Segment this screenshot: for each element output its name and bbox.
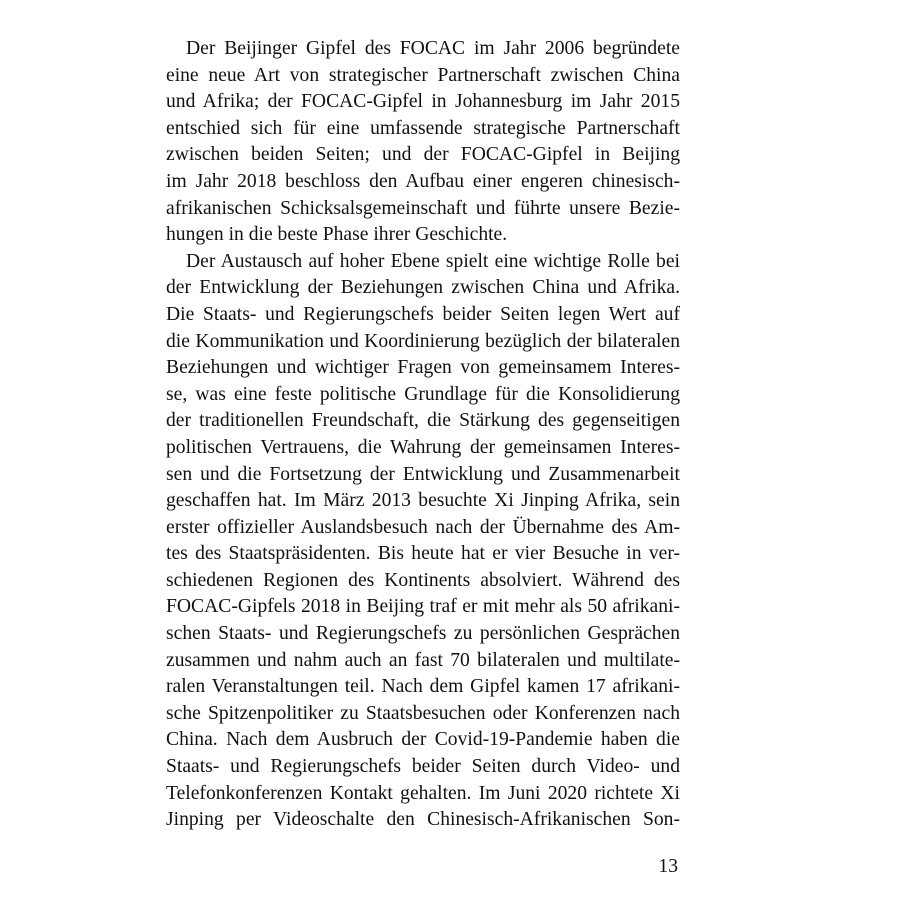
text-line: erster offizieller Auslandsbesuch nach der Übernahme des Am-	[166, 516, 680, 538]
text-line: Beziehungen und wichtiger Fragen von gemeinsamem Interes-	[166, 357, 680, 379]
text-line: die Kommunikation und Koordinierung bezüglich der bilateralen	[166, 330, 680, 352]
text-line: entschied sich für eine umfassende strategische Partnerschaft	[166, 117, 680, 139]
text-line: Die Staats- und Regierungschefs beider Seiten legen Wert auf	[166, 303, 680, 325]
text-line: zusammen und nahm auch an fast 70 bilateralen und multilate-	[166, 649, 680, 671]
text-line: politischen Vertrauens, die Wahrung der gemeinsamen Interes-	[166, 436, 680, 458]
paragraph-1	[166, 36, 680, 249]
text-line: der traditionellen Freundschaft, die Stärkung des gegenseitigen	[166, 410, 680, 432]
text-line: geschaffen hat. Im März 2013 besuchte Xi Jinping Afrika, sein	[166, 490, 680, 512]
text-line: tes des Staatspräsidenten. Bis heute hat er vier Besuche in ver-	[166, 543, 680, 565]
text-line: der Entwicklung der Beziehungen zwischen China und Afrika.	[166, 277, 680, 299]
text-line: Der Austausch auf hoher Ebene spielt eine wichtige Rolle bei	[186, 250, 680, 272]
text-line: ralen Veranstaltungen teil. Nach dem Gipfel kamen 17 afrikani-	[166, 676, 680, 698]
text-line: Telefonkonferenzen Kontakt gehalten. Im Juni 2020 richtete Xi	[166, 782, 680, 804]
text-line: China. Nach dem Ausbruch der Covid-19-Pandemie haben die	[166, 729, 680, 751]
text-line: eine neue Art von strategischer Partnerschaft zwischen China	[166, 64, 680, 86]
body-text	[166, 36, 680, 834]
text-line: Der Beijinger Gipfel des FOCAC im Jahr 2006 begründete	[186, 38, 680, 59]
page-number: 13	[658, 856, 678, 877]
text-line: afrikanischen Schicksalsgemeinschaft und führte unsere Bezie-	[166, 197, 680, 219]
text-line: se, was eine feste politische Grundlage für die Konsolidierung	[166, 383, 680, 405]
text-line: und Afrika; der FOCAC-Gipfel in Johannesburg im Jahr 2015	[166, 91, 680, 113]
text-line: sen und die Fortsetzung der Entwicklung und Zusammenarbeit	[166, 463, 680, 485]
text-line: Jinping per Videoschalte den Chinesisch-Afrikanischen Son-	[166, 809, 680, 831]
text-line: schen Staats- und Regierungschefs zu persönlichen Gesprächen	[166, 623, 680, 645]
paragraph-2	[166, 249, 680, 834]
text-line: schiedenen Regionen des Kontinents absolviert. Während des	[166, 569, 680, 591]
text-line: hungen in die beste Phase ihrer Geschichte.	[166, 224, 508, 246]
text-line: FOCAC-Gipfels 2018 in Beijing traf er mit mehr als 50 afrikani-	[166, 596, 680, 618]
text-line: im Jahr 2018 beschloss den Aufbau einer engeren chinesisch-	[166, 170, 680, 192]
text-line: sche Spitzenpolitiker zu Staatsbesuchen oder Konferenzen nach	[166, 702, 680, 724]
text-line: Staats- und Regierungschefs beider Seiten durch Video- und	[166, 756, 680, 778]
text-line: zwischen beiden Seiten; und der FOCAC-Gipfel in Beijing	[166, 144, 680, 166]
